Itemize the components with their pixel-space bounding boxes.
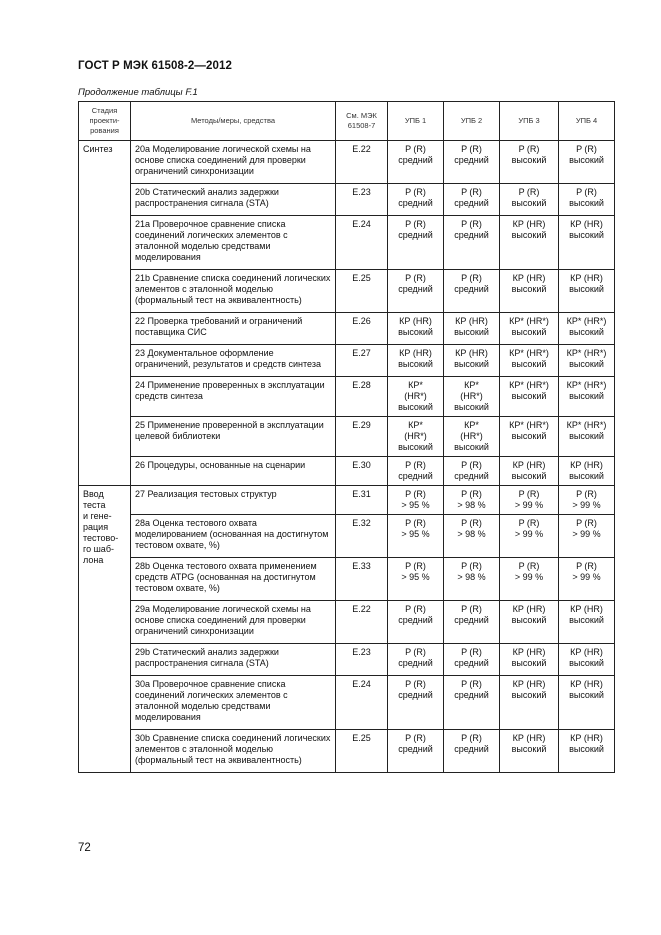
method-cell: 28b Оценка тестового охвата применением средств ATPG (основанная на достигнутом тестовом охвате, %) [131,558,336,601]
method-cell: 20а Моделирование логической схемы на основе списка соединений для проверки ограничений синхронизации [131,141,336,184]
iec-reference-cell: E.27 [336,345,388,377]
upb3-cell: КР (HR) высокий [500,270,559,313]
iec-reference-cell: E.28 [336,377,388,417]
upb1-cell: P (R) средний [388,270,444,313]
iec-reference-cell: E.24 [336,216,388,270]
upb3-cell: КР (HR) высокий [500,601,559,644]
upb2-cell: P (R) средний [444,676,500,730]
upb4-cell: P (R) высокий [559,184,615,216]
iec-reference-cell: E.25 [336,730,388,773]
upb4-cell: P (R) > 99 % [559,515,615,558]
iec-reference-cell: E.33 [336,558,388,601]
upb3-cell: КР* (HR*) высокий [500,345,559,377]
iec-reference-cell: E.22 [336,601,388,644]
table-row [79,601,615,644]
upb4-cell: КР* (HR*) высокий [559,313,615,345]
upb1-cell: P (R) средний [388,676,444,730]
upb1-cell: P (R) средний [388,216,444,270]
iec-reference-cell: E.24 [336,676,388,730]
method-cell: 22 Проверка требований и ограничений поставщика СИС [131,313,336,345]
upb2-cell: КР (HR) высокий [444,313,500,345]
table-row [79,184,615,216]
upb4-cell: P (R) высокий [559,141,615,184]
upb1-cell: P (R) средний [388,601,444,644]
method-cell: 21b Сравнение списка соединений логических элементов с эталонной моделью (формальный тест на эквивалентность) [131,270,336,313]
upb2-cell: P (R) средний [444,216,500,270]
iec-reference-cell: E.23 [336,644,388,676]
column-header-methods: Методы/меры, средства [131,102,336,141]
stage-cell: Ввод теста и гене- рация тестово- го шаб- лона [79,486,131,773]
column-header-stage: Стадия проекти- рования [79,102,131,141]
upb4-cell: P (R) > 99 % [559,558,615,601]
upb4-cell: КР (HR) высокий [559,457,615,486]
upb2-cell: P (R) средний [444,141,500,184]
table-row [79,644,615,676]
column-header-upb4: УПБ 4 [559,102,615,141]
upb1-cell: P (R) > 95 % [388,486,444,515]
upb3-cell: P (R) > 99 % [500,486,559,515]
table-row [79,486,615,515]
table-row [79,270,615,313]
upb4-cell: P (R) > 99 % [559,486,615,515]
upb4-cell: КР (HR) высокий [559,644,615,676]
column-header-upb1: УПБ 1 [388,102,444,141]
upb3-cell: КР (HR) высокий [500,216,559,270]
iec-reference-cell: E.22 [336,141,388,184]
upb2-cell: КР* (HR*) высокий [444,417,500,457]
upb4-cell: КР (HR) высокий [559,216,615,270]
upb4-cell: КР (HR) высокий [559,601,615,644]
table-header-row [79,102,615,141]
upb1-cell: КР (HR) высокий [388,345,444,377]
upb4-cell: КР (HR) высокий [559,676,615,730]
upb1-cell: P (R) > 95 % [388,558,444,601]
upb2-cell: P (R) средний [444,601,500,644]
upb3-cell: КР (HR) высокий [500,676,559,730]
method-cell: 25 Применение проверенной в эксплуатации целевой библиотеки [131,417,336,457]
table-row [79,558,615,601]
method-cell: 30b Сравнение списка соединений логических элементов с эталонной моделью (формальный тест на эквивалентность) [131,730,336,773]
upb3-cell: КР (HR) высокий [500,730,559,773]
upb2-cell: P (R) > 98 % [444,558,500,601]
table-row [79,676,615,730]
table-body [79,141,615,773]
method-cell: 20b Статический анализ задержки распространения сигнала (STA) [131,184,336,216]
iec-reference-cell: E.32 [336,515,388,558]
requirements-table [78,101,615,773]
upb4-cell: КР (HR) высокий [559,270,615,313]
upb2-cell: P (R) средний [444,457,500,486]
table-row [79,417,615,457]
method-cell: 28а Оценка тестового охвата моделированием (основанная на достигнутом тестовом охвате, %) [131,515,336,558]
table-row [79,216,615,270]
table-row [79,730,615,773]
upb3-cell: P (R) высокий [500,141,559,184]
upb3-cell: КР* (HR*) высокий [500,377,559,417]
iec-reference-cell: E.29 [336,417,388,457]
upb3-cell: P (R) > 99 % [500,558,559,601]
iec-reference-cell: E.30 [336,457,388,486]
method-cell: 26 Процедуры, основанные на сценарии [131,457,336,486]
method-cell: 27 Реализация тестовых структур [131,486,336,515]
upb3-cell: P (R) > 99 % [500,515,559,558]
iec-reference-cell: E.26 [336,313,388,345]
upb1-cell: P (R) средний [388,184,444,216]
upb1-cell: P (R) средний [388,644,444,676]
column-header-upb2: УПБ 2 [444,102,500,141]
method-cell: 24 Применение проверенных в эксплуатации средств синтеза [131,377,336,417]
table-row [79,313,615,345]
upb3-cell: КР (HR) высокий [500,457,559,486]
upb1-cell: P (R) > 95 % [388,515,444,558]
upb2-cell: P (R) средний [444,730,500,773]
upb2-cell: P (R) > 98 % [444,515,500,558]
upb2-cell: P (R) > 98 % [444,486,500,515]
upb3-cell: P (R) высокий [500,184,559,216]
upb4-cell: КР* (HR*) высокий [559,345,615,377]
table-row [79,345,615,377]
upb2-cell: КР (HR) высокий [444,345,500,377]
upb2-cell: P (R) средний [444,644,500,676]
method-cell: 21а Проверочное сравнение списка соединений логических элементов с эталонной моделью средствами моделирования [131,216,336,270]
iec-reference-cell: E.25 [336,270,388,313]
upb2-cell: КР* (HR*) высокий [444,377,500,417]
upb3-cell: КР (HR) высокий [500,644,559,676]
stage-cell: Синтез [79,141,131,486]
column-header-upb3: УПБ 3 [500,102,559,141]
upb3-cell: КР* (HR*) высокий [500,417,559,457]
iec-reference-cell: E.31 [336,486,388,515]
table-continuation-caption: Продолжение таблицы F.1 [78,87,198,98]
upb2-cell: P (R) средний [444,270,500,313]
table-row [79,515,615,558]
upb4-cell: КР* (HR*) высокий [559,377,615,417]
method-cell: 29b Статический анализ задержки распространения сигнала (STA) [131,644,336,676]
document-header: ГОСТ Р МЭК 61508-2—2012 [78,60,232,72]
column-header-iec-ref: См. МЭК 61508-7 [336,102,388,141]
upb1-cell: P (R) средний [388,730,444,773]
upb1-cell: КР (HR) высокий [388,313,444,345]
upb3-cell: КР* (HR*) высокий [500,313,559,345]
method-cell: 23 Документальное оформление ограничений, результатов и средств синтеза [131,345,336,377]
upb1-cell: КР* (HR*) высокий [388,377,444,417]
upb1-cell: P (R) средний [388,457,444,486]
table-row [79,377,615,417]
upb1-cell: P (R) средний [388,141,444,184]
upb4-cell: КР* (HR*) высокий [559,417,615,457]
table-row [79,457,615,486]
method-cell: 30а Проверочное сравнение списка соединений логических элементов с эталонной моделью средствами моделирования [131,676,336,730]
upb2-cell: P (R) средний [444,184,500,216]
method-cell: 29а Моделирование логической схемы на основе списка соединений для проверки ограничений синхронизации [131,601,336,644]
upb4-cell: КР (HR) высокий [559,730,615,773]
table-row [79,141,615,184]
upb1-cell: КР* (HR*) высокий [388,417,444,457]
page-number: 72 [78,842,91,854]
iec-reference-cell: E.23 [336,184,388,216]
